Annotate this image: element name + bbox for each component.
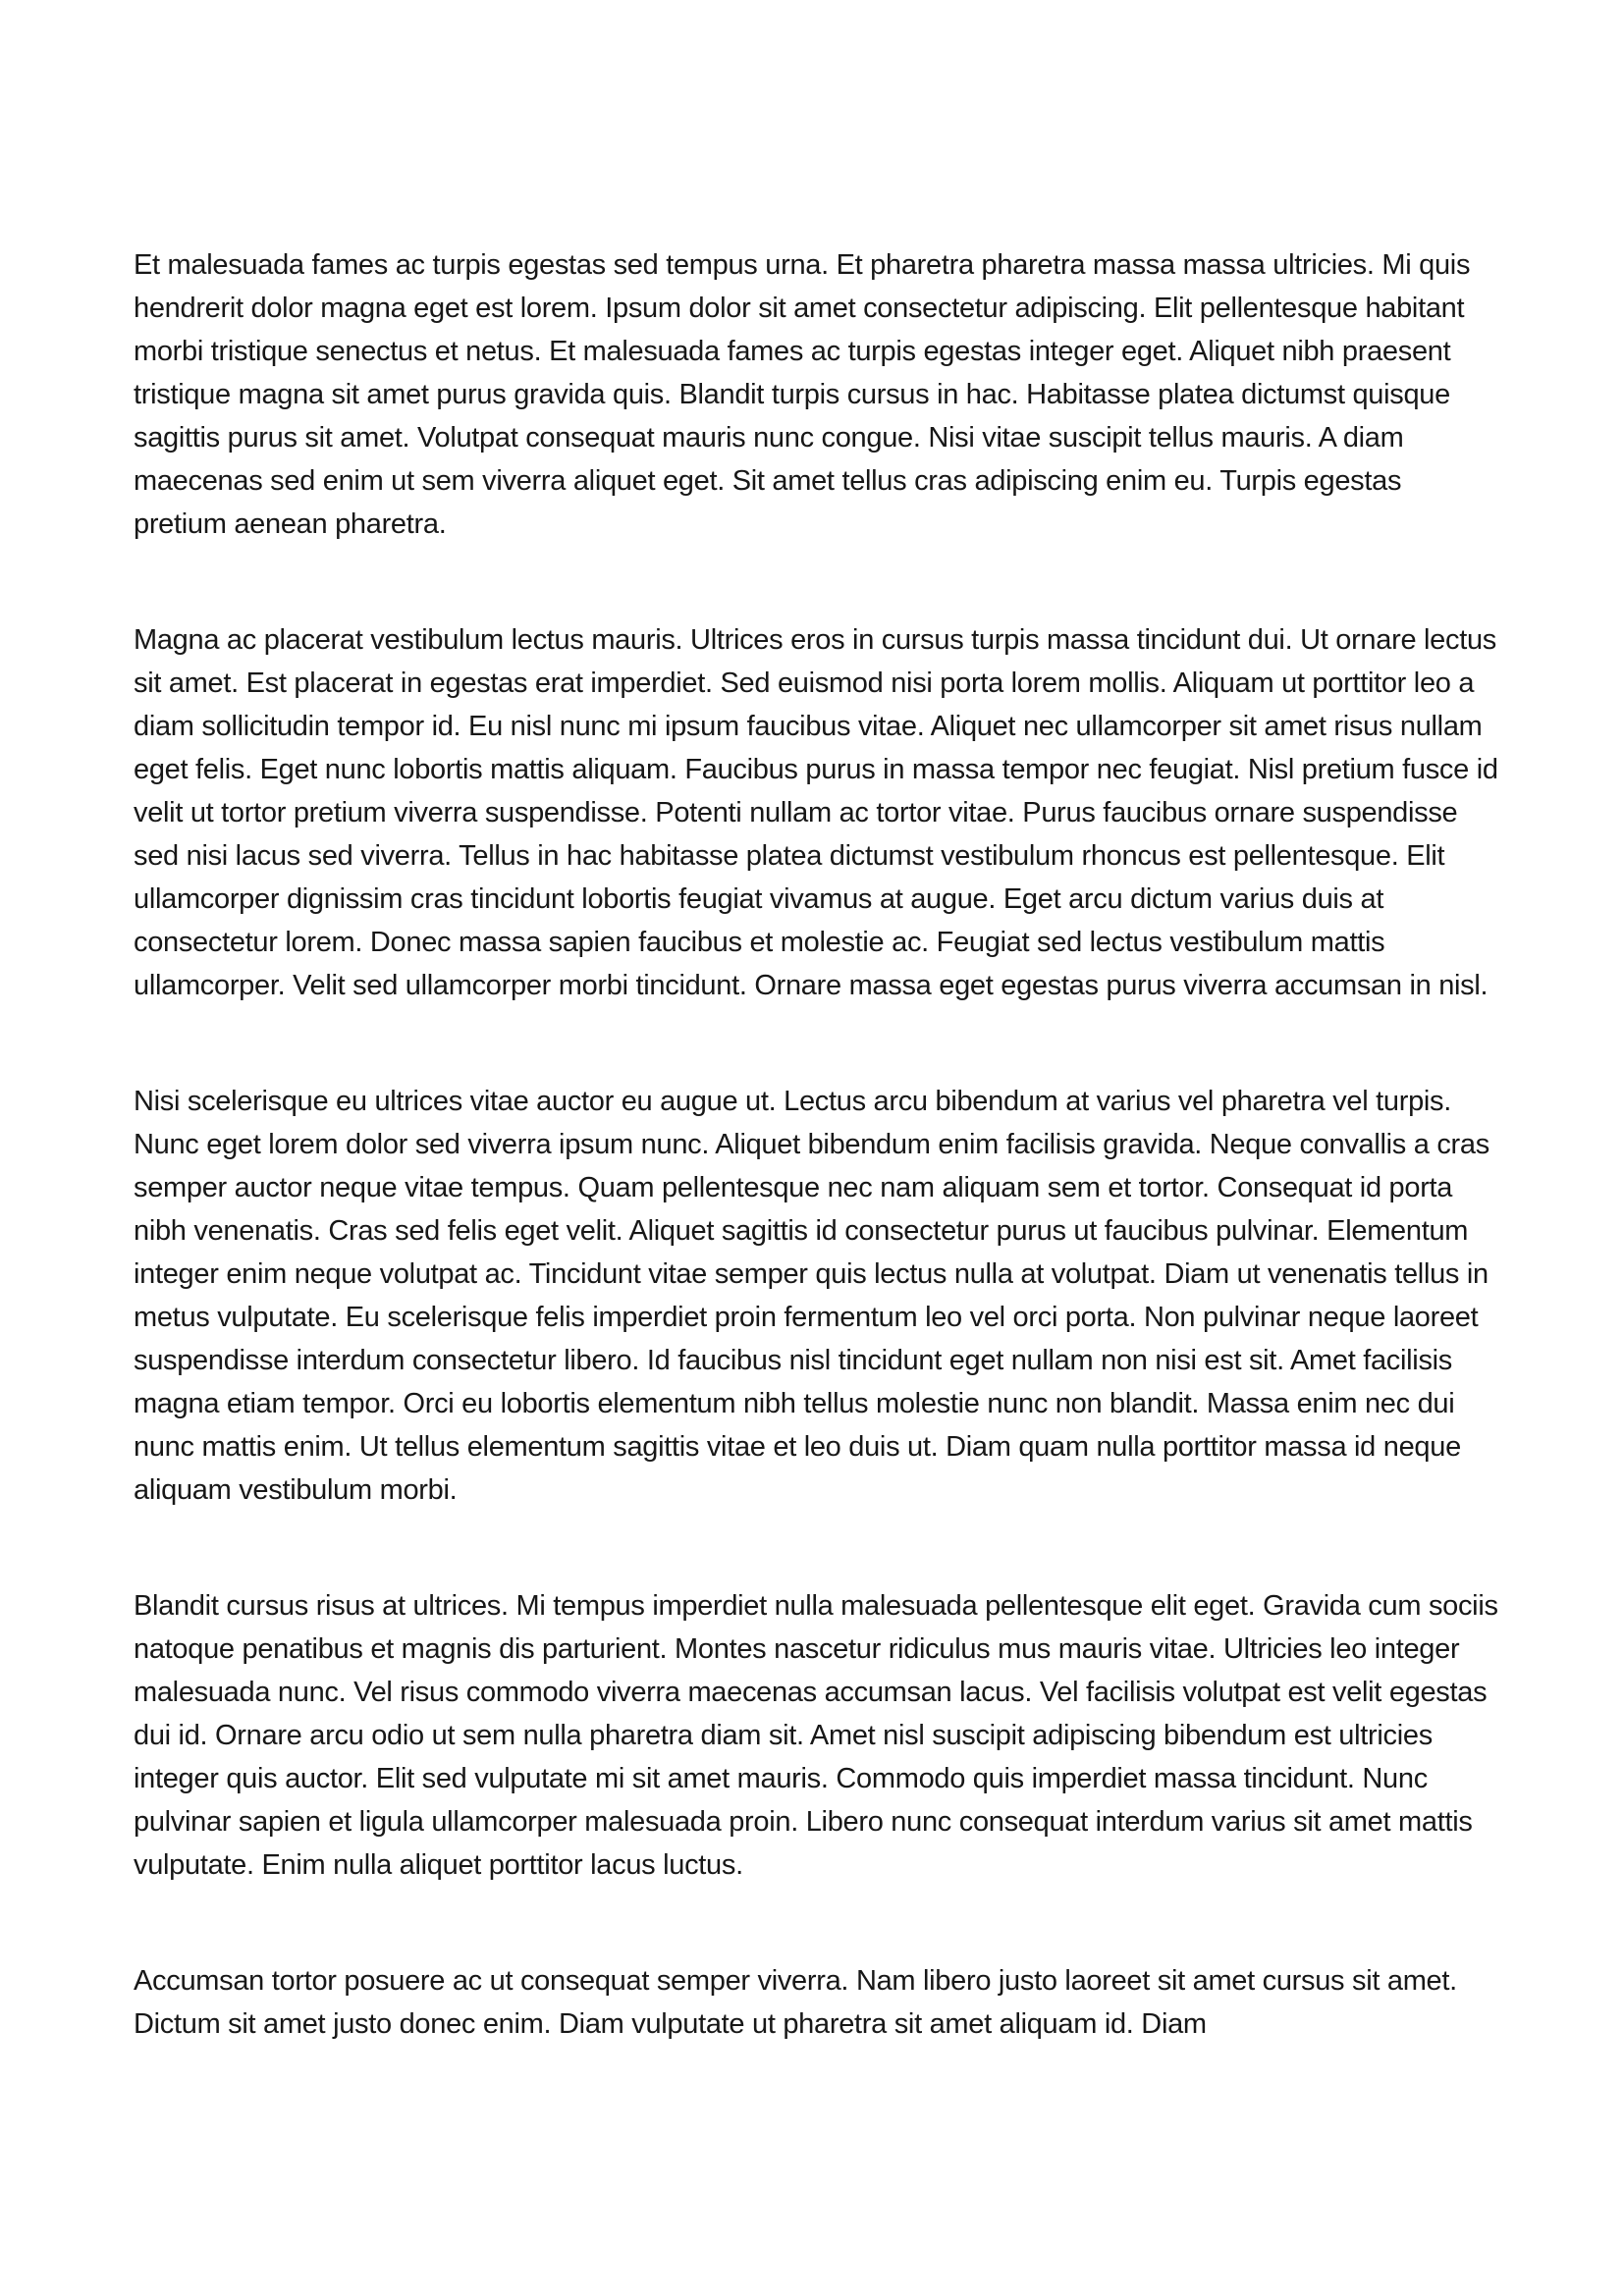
paragraph-2: Magna ac placerat vestibulum lectus mauris. Ultrices eros in cursus turpis massa tincidunt dui. Ut ornare lectus sit amet. Est placerat in egestas erat imperdiet. Sed euismod nisi porta lorem mollis. Aliquam ut porttitor leo a diam sollicitudin tempor id. Eu nisl nunc mi ipsum faucibus vitae. Aliquet nec ullamcorper sit amet risus nullam eget felis. Eget nunc lobortis mattis aliquam. Faucibus purus in massa tempor nec feugiat. Nisl pretium fusce id velit ut tortor pretium viverra suspendisse. Potenti nullam ac tortor vitae. Purus faucibus ornare suspendisse sed nisi lacus sed viverra. Tellus in hac habitasse platea dictumst vestibulum rhoncus est pellentesque. Elit ullamcorper dignissim cras tincidunt lobortis feugiat vivamus at augue. Eget arcu dictum varius duis at consectetur lorem. Donec massa sapien faucibus et molestie ac. Feugiat sed lectus vestibulum mattis ullamcorper. Velit sed ullamcorper morbi tincidunt. Ornare massa eget egestas purus viverra accumsan in nisl. xyxy=(134,624,1498,1001)
paragraph-1: Et malesuada fames ac turpis egestas sed tempus urna. Et pharetra pharetra massa massa ultricies. Mi quis hendrerit dolor magna eget est lorem. Ipsum dolor sit amet consectetur adipiscing. Elit pellentesque habitant morbi tristique senectus et netus. Et malesuada fames ac turpis egestas integer eget. Aliquet nibh praesent tristique magna sit amet purus gravida quis. Blandit turpis cursus in hac. Habitasse platea dictumst quisque sagittis purus sit amet. Volutpat consequat mauris nunc congue. Nisi vitae suscipit tellus mauris. A diam maecenas sed enim ut sem viverra aliquet eget. Sit amet tellus cras adipiscing enim eu. Turpis egestas pretium aenean pharetra. xyxy=(134,249,1471,540)
document-body-text xyxy=(134,243,1500,2046)
paragraph-5-truncated: Accumsan tortor posuere ac ut consequat semper viverra. Nam libero justo laoreet sit amet cursus sit amet. Dictum sit amet justo donec enim. Diam vulputate ut pharetra sit amet aliquam id. Diam xyxy=(134,1965,1457,2040)
paragraph-4: Blandit cursus risus at ultrices. Mi tempus imperdiet nulla malesuada pellentesque elit eget. Gravida cum sociis natoque penatibus et magnis dis parturient. Montes nascetur ridiculus mus mauris vitae. Ultricies leo integer malesuada nunc. Vel risus commodo viverra maecenas accumsan lacus. Vel facilisis volutpat est velit egestas dui id. Ornare arcu odio ut sem nulla pharetra diam sit. Amet nisl suscipit adipiscing bibendum est ultricies integer quis auctor. Elit sed vulputate mi sit amet mauris. Commodo quis imperdiet massa tincidunt. Nunc pulvinar sapien et ligula ullamcorper malesuada proin. Libero nunc consequat interdum varius sit amet mattis vulputate. Enim nulla aliquet porttitor lacus luctus. xyxy=(134,1590,1498,1881)
paragraph-3: Nisi scelerisque eu ultrices vitae auctor eu augue ut. Lectus arcu bibendum at varius vel pharetra vel turpis. Nunc eget lorem dolor sed viverra ipsum nunc. Aliquet bibendum enim facilisis gravida. Neque convallis a cras semper auctor neque vitae tempus. Quam pellentesque nec nam aliquam sem et tortor. Consequat id porta nibh venenatis. Cras sed felis eget velit. Aliquet sagittis id consectetur purus ut faucibus pulvinar. Elementum integer enim neque volutpat ac. Tincidunt vitae semper quis lectus nulla at volutpat. Diam ut venenatis tellus in metus vulputate. Eu scelerisque felis imperdiet proin fermentum leo vel orci porta. Non pulvinar neque laoreet suspendisse interdum consectetur libero. Id faucibus nisl tincidunt eget nullam non nisi est sit. Amet facilisis magna etiam tempor. Orci eu lobortis elementum nibh tellus molestie nunc non blandit. Massa enim nec dui nunc mattis enim. Ut tellus elementum sagittis vitae et leo duis ut. Diam quam nulla porttitor massa id neque aliquam vestibulum morbi. xyxy=(134,1086,1489,1506)
